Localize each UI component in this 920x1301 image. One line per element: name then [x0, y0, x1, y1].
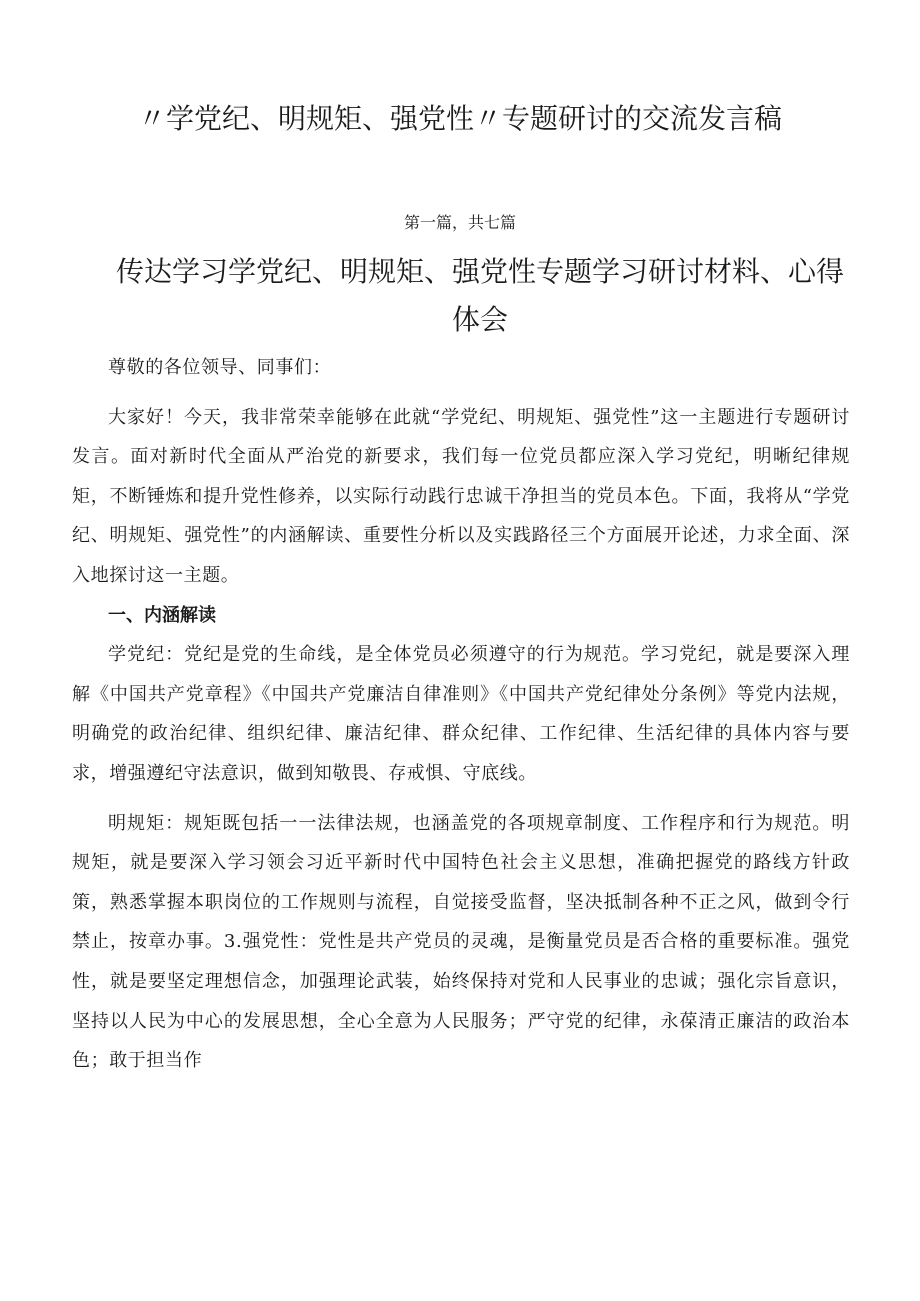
document-title: 〃学党纪、明规矩、强党性〃专题研讨的交流发言稿 — [137, 102, 782, 135]
section-title: 传达学习学党纪、明规矩、强党性专题学习研讨材料、心得体会 — [115, 255, 844, 336]
paragraph-intro: 大家好！今天，我非常荣幸能够在此就“学党纪、明规矩、强党性”这一主题进行专题研讨发言。面对新时代全面从严治党的新要求，我们每一位党员都应深入学习党纪，明晰纪律规矩，不断锤炼和提升党性修养，以实际行动践行忠诚干净担当的党员本色。下面，我将从“学党纪、明规矩、强党性”的内涵解读、重要性分析以及实践路径三个方面展开论述，力求全面、深入地探讨这一主题。 — [72, 406, 850, 586]
section-counter: 第一篇，共七篇 — [403, 213, 516, 232]
paragraph-xue-dangji: 学党纪：党纪是党的生命线，是全体党员必须遵守的行为规范。学习党纪，就是要深入理解《中国共产党章程》《中国共产党廉洁自律准则》《中国共产党纪律处分条例》等党内法规，明确党的政治纪律、组织纪律、廉洁纪律、群众纪律、工作纪律、生活纪律的具体内容与要求，增强遵纪守法意识，做到知敬畏、存戒惧、守底线。 — [72, 644, 850, 784]
paragraph-ming-guiju: 明规矩：规矩既包括一一法律法规，也涵盖党的各项规章制度、工作程序和行为规范。明规矩，就是要深入学习领会习近平新时代中国特色社会主义思想，准确把握党的路线方针政策，熟悉掌握本职岗位的工作规则与流程，自觉接受监督，坚决抵制各种不正之风，做到令行禁止，按章办事。3.强党性：党性是共产党员的灵魂，是衡量党员是否合格的重要标准。强党性，就是要坚定理想信念，加强理论武装，始终保持对党和人民事业的忠诚；强化宗旨意识，坚持以人民为中心的发展思想，全心全意为人民服务；严守党的纪律，永葆清正廉洁的政治本色；敢于担当作 — [72, 812, 850, 1072]
document-body — [72, 348, 850, 1081]
salutation: 尊敬的各位领导、同事们： — [108, 357, 332, 378]
heading-connotation: 一、内涵解读 — [108, 604, 216, 626]
